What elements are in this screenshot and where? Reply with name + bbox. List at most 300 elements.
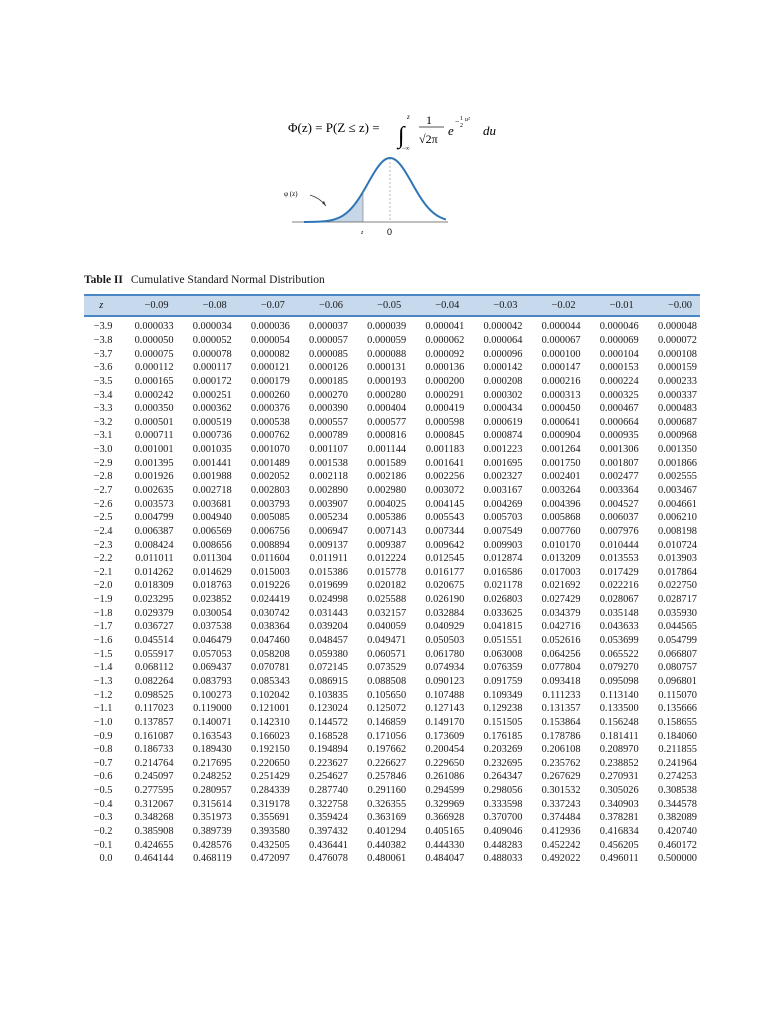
cdf-cell: 0.480061 bbox=[367, 853, 407, 865]
cdf-cell: 0.000874 bbox=[483, 430, 523, 442]
cdf-cell: 0.000044 bbox=[541, 321, 581, 333]
cdf-cell: 0.049471 bbox=[367, 635, 407, 647]
cdf-cell: 0.035930 bbox=[658, 607, 697, 619]
cdf-cell: 0.161087 bbox=[134, 730, 174, 742]
cdf-cell: 0.057053 bbox=[192, 648, 232, 660]
table-row bbox=[84, 566, 700, 580]
cdf-cell: 0.048457 bbox=[309, 635, 348, 647]
cdf-cell: 0.000153 bbox=[599, 362, 639, 374]
cdf-cell: 0.001395 bbox=[134, 457, 174, 469]
cdf-cell: 0.301532 bbox=[541, 785, 581, 797]
cdf-cell: 0.000036 bbox=[250, 321, 290, 333]
cdf-cell: 0.005868 bbox=[541, 512, 581, 524]
column-header: −0.08 bbox=[177, 295, 235, 316]
cdf-cell: 0.409046 bbox=[483, 826, 523, 838]
table-row bbox=[84, 743, 700, 757]
cdf-cell: 0.009137 bbox=[309, 539, 348, 551]
cdf-cell: 0.000224 bbox=[599, 375, 639, 387]
cdf-cell: 0.038364 bbox=[250, 621, 290, 633]
cdf-cell: 0.000142 bbox=[483, 362, 523, 374]
cdf-cell: 0.001264 bbox=[541, 444, 581, 456]
cdf-cell: 0.135666 bbox=[658, 703, 697, 715]
row-z-value: −0.7 bbox=[93, 757, 113, 769]
row-z-value: −1.4 bbox=[93, 662, 113, 674]
row-z-value: −0.5 bbox=[93, 785, 113, 797]
cdf-cell: 0.000046 bbox=[599, 321, 639, 333]
row-z-value: −0.1 bbox=[93, 839, 113, 851]
cdf-cell: 0.028717 bbox=[658, 594, 697, 606]
cdf-cell: 0.144572 bbox=[309, 716, 348, 728]
table-row bbox=[84, 429, 700, 443]
cdf-cell: 0.000048 bbox=[658, 321, 697, 333]
cdf-cell: 0.088508 bbox=[367, 675, 407, 687]
cdf-cell: 0.003573 bbox=[134, 498, 174, 510]
cdf-cell: 0.277595 bbox=[134, 785, 174, 797]
cdf-cell: 0.000136 bbox=[425, 362, 465, 374]
cdf-cell: 0.158655 bbox=[658, 716, 697, 728]
cdf-cell: 0.274253 bbox=[658, 771, 697, 783]
cdf-cell: 0.010724 bbox=[658, 539, 697, 551]
cdf-cell: 0.003681 bbox=[192, 498, 232, 510]
cdf-cell: 0.416834 bbox=[599, 826, 639, 838]
table-row bbox=[84, 402, 700, 416]
cdf-cell: 0.133500 bbox=[599, 703, 639, 715]
shaded-cdf-area bbox=[304, 192, 363, 222]
cdf-cell: 0.004527 bbox=[599, 498, 639, 510]
cdf-cell: 0.119000 bbox=[193, 703, 232, 715]
table-row bbox=[84, 375, 700, 389]
cdf-cell: 0.007976 bbox=[599, 525, 639, 537]
cdf-cell: 0.226627 bbox=[367, 757, 407, 769]
cdf-cell: 0.102042 bbox=[250, 689, 290, 701]
cdf-cell: 0.366928 bbox=[425, 812, 465, 824]
cdf-cell: 0.000501 bbox=[134, 416, 174, 428]
cdf-cell: 0.031443 bbox=[309, 607, 348, 619]
cdf-cell: 0.009642 bbox=[425, 539, 465, 551]
cdf-cell: 0.355691 bbox=[250, 812, 290, 824]
cdf-cell: 0.017429 bbox=[599, 566, 639, 578]
cdf-cell: 0.001641 bbox=[425, 457, 465, 469]
cdf-cell: 0.052616 bbox=[541, 635, 581, 647]
cdf-cell: 0.000789 bbox=[309, 430, 348, 442]
cdf-cell: 0.000538 bbox=[250, 416, 290, 428]
cdf-cell: 0.001035 bbox=[192, 444, 232, 456]
table-number: Table II bbox=[84, 274, 123, 286]
cdf-cell: 0.026190 bbox=[425, 594, 465, 606]
cdf-cell: 0.123024 bbox=[309, 703, 348, 715]
row-z-value: −1.7 bbox=[93, 621, 113, 633]
cdf-cell: 0.012874 bbox=[483, 553, 523, 565]
cdf-cell: 0.189430 bbox=[192, 744, 232, 756]
table-title bbox=[84, 274, 325, 286]
table-row bbox=[84, 361, 700, 375]
cdf-cell: 0.003364 bbox=[599, 485, 639, 496]
cdf-cell: 0.000069 bbox=[599, 334, 639, 346]
cdf-cell: 0.007143 bbox=[367, 525, 407, 537]
cdf-cell: 0.027429 bbox=[541, 594, 581, 606]
cdf-cell: 0.298056 bbox=[483, 785, 523, 797]
table-row bbox=[84, 456, 700, 470]
cdf-cell: 0.051551 bbox=[483, 635, 523, 647]
cdf-cell: 0.287740 bbox=[309, 785, 348, 797]
cdf-cell: 0.456205 bbox=[599, 839, 639, 851]
table-row bbox=[84, 347, 700, 361]
cdf-cell: 0.006210 bbox=[658, 512, 697, 524]
cdf-cell: 0.333598 bbox=[483, 798, 523, 810]
cdf-cell: 0.001183 bbox=[425, 444, 465, 456]
row-z-value: −3.0 bbox=[93, 444, 113, 456]
header-z: z bbox=[84, 295, 118, 316]
table-row bbox=[84, 620, 700, 634]
cdf-cell: 0.007549 bbox=[483, 525, 523, 537]
cdf-cell: 0.206108 bbox=[541, 744, 581, 756]
cdf-cell: 0.005543 bbox=[425, 512, 465, 524]
cdf-cell: 0.000362 bbox=[192, 403, 232, 415]
cdf-cell: 0.476078 bbox=[309, 853, 348, 865]
column-header: −0.06 bbox=[293, 295, 351, 316]
cdf-cell: 0.072145 bbox=[309, 662, 348, 674]
cdf-cell: 0.264347 bbox=[483, 771, 523, 783]
cdf-cell: 0.000251 bbox=[192, 389, 232, 401]
cdf-cell: 0.004799 bbox=[134, 512, 174, 524]
cdf-cell: 0.140071 bbox=[192, 716, 232, 728]
cdf-cell: 0.111233 bbox=[542, 689, 581, 701]
cdf-cell: 0.137857 bbox=[134, 716, 174, 728]
cdf-cell: 0.000193 bbox=[367, 375, 407, 387]
cdf-cell: 0.093418 bbox=[541, 675, 581, 687]
cdf-cell: 0.011604 bbox=[251, 553, 290, 565]
cdf-cell: 0.009903 bbox=[483, 539, 523, 551]
table-row bbox=[84, 784, 700, 798]
cdf-cell: 0.013553 bbox=[599, 553, 639, 565]
cdf-cell: 0.000165 bbox=[134, 375, 174, 387]
cdf-cell: 0.105650 bbox=[367, 689, 407, 701]
cdf-cell: 0.013209 bbox=[541, 553, 581, 565]
cdf-cell: 0.001866 bbox=[658, 457, 697, 469]
cdf-cell: 0.011011 bbox=[135, 553, 174, 565]
table-row bbox=[84, 470, 700, 484]
table-row bbox=[84, 511, 700, 525]
cdf-cell: 0.018309 bbox=[134, 580, 174, 592]
cdf-cell: 0.452242 bbox=[541, 839, 581, 851]
cdf-cell: 0.208970 bbox=[599, 744, 639, 756]
cdf-cell: 0.113140 bbox=[600, 689, 639, 701]
cdf-cell: 0.163543 bbox=[192, 730, 232, 742]
cdf-cell: 0.086915 bbox=[309, 675, 348, 687]
phi-label: φ (z) bbox=[284, 190, 298, 198]
cdf-cell: 0.291160 bbox=[367, 785, 407, 797]
cdf-cell: 0.194894 bbox=[309, 744, 348, 756]
cdf-cell: 0.436441 bbox=[309, 839, 348, 851]
cdf-cell: 0.424655 bbox=[134, 839, 174, 851]
cdf-cell: 0.064256 bbox=[541, 648, 581, 660]
cdf-cell: 0.197662 bbox=[367, 744, 407, 756]
cdf-cell: 0.181411 bbox=[600, 730, 639, 742]
cdf-cell: 0.085343 bbox=[250, 675, 290, 687]
cdf-cell: 0.003264 bbox=[541, 485, 581, 496]
cdf-cell: 0.006947 bbox=[309, 525, 348, 537]
cdf-cell: 0.000233 bbox=[658, 375, 697, 387]
cdf-cell: 0.002803 bbox=[250, 485, 290, 496]
cdf-cell: 0.001001 bbox=[134, 444, 174, 456]
cdf-cell: 0.001107 bbox=[309, 444, 348, 456]
cdf-cell: 0.000325 bbox=[599, 389, 639, 401]
table-row bbox=[84, 716, 700, 730]
cdf-cell: 0.095098 bbox=[599, 675, 639, 687]
cdf-cell: 0.096801 bbox=[658, 675, 697, 687]
cdf-cell: 0.000050 bbox=[134, 334, 174, 346]
column-header: −0.00 bbox=[642, 295, 700, 316]
cdf-cell: 0.005386 bbox=[367, 512, 407, 524]
cdf-cell: 0.016177 bbox=[425, 566, 465, 578]
cdf-cell: 0.001988 bbox=[192, 471, 232, 483]
cdf-cell: 0.008424 bbox=[134, 539, 174, 551]
cdf-cell: 0.000054 bbox=[250, 334, 290, 346]
cdf-cell: 0.003467 bbox=[658, 485, 697, 496]
cdf-cell: 0.322758 bbox=[309, 798, 348, 810]
cdf-cell: 0.393580 bbox=[250, 826, 290, 838]
cdf-cell: 0.006037 bbox=[599, 512, 639, 524]
row-z-value: −2.8 bbox=[93, 471, 113, 483]
cdf-cell: 0.000935 bbox=[599, 430, 639, 442]
cdf-cell: 0.329969 bbox=[425, 798, 465, 810]
cdf-cell: 0.004661 bbox=[658, 498, 697, 510]
cdf-cell: 0.098525 bbox=[134, 689, 174, 701]
cdf-cell: 0.000037 bbox=[309, 321, 348, 333]
cdf-cell: 0.069437 bbox=[192, 662, 232, 674]
normal-distribution-table bbox=[84, 294, 700, 866]
cdf-cell: 0.001589 bbox=[367, 457, 407, 469]
cdf-cell: 0.023295 bbox=[134, 594, 174, 606]
cdf-cell: 0.061780 bbox=[425, 648, 465, 660]
cdf-cell: 0.294599 bbox=[425, 785, 465, 797]
cdf-cell: 0.000816 bbox=[367, 430, 407, 442]
cdf-cell: 0.000147 bbox=[541, 362, 581, 374]
cdf-cell: 0.200454 bbox=[425, 744, 465, 756]
cdf-cell: 0.000350 bbox=[134, 403, 174, 415]
cdf-cell: 0.014629 bbox=[192, 566, 232, 578]
cdf-cell: 0.091759 bbox=[483, 675, 523, 687]
cdf-cell: 0.257846 bbox=[367, 771, 407, 783]
cdf-cell: 0.000078 bbox=[192, 348, 232, 360]
table-row bbox=[84, 702, 700, 716]
cdf-cell: 0.000104 bbox=[599, 348, 639, 360]
cdf-cell: 0.079270 bbox=[599, 662, 639, 674]
cdf-cell: 0.000242 bbox=[134, 389, 174, 401]
exp-frac-num: 1 bbox=[460, 116, 463, 122]
cdf-cell: 0.000088 bbox=[367, 348, 407, 360]
row-z-value: −1.9 bbox=[93, 594, 113, 606]
cdf-cell: 0.040929 bbox=[425, 621, 465, 633]
cdf-cell: 0.000687 bbox=[658, 416, 697, 428]
cdf-cell: 0.326355 bbox=[367, 798, 407, 810]
cdf-cell: 0.363169 bbox=[367, 812, 407, 824]
cdf-cell: 0.389739 bbox=[192, 826, 232, 838]
cdf-cell: 0.000390 bbox=[309, 403, 348, 415]
cdf-cell: 0.002980 bbox=[367, 485, 407, 496]
cdf-cell: 0.000467 bbox=[599, 403, 639, 415]
table-row bbox=[84, 647, 700, 661]
cdf-cell: 0.008198 bbox=[658, 525, 697, 537]
cdf-cell: 0.428576 bbox=[192, 839, 232, 851]
cdf-cell: 0.015386 bbox=[309, 566, 348, 578]
cdf-cell: 0.267629 bbox=[541, 771, 581, 783]
cdf-cell: 0.223627 bbox=[309, 757, 348, 769]
row-z-value: −2.6 bbox=[93, 498, 113, 510]
integral-upper-limit: z bbox=[407, 113, 410, 121]
row-z-value: −2.7 bbox=[93, 485, 113, 496]
cdf-cell: 0.000598 bbox=[425, 416, 465, 428]
cdf-cell: 0.492022 bbox=[541, 853, 581, 865]
cdf-cell: 0.000064 bbox=[483, 334, 523, 346]
cdf-cell: 0.007344 bbox=[425, 525, 465, 537]
cdf-cell: 0.002401 bbox=[541, 471, 581, 483]
cdf-cell: 0.018763 bbox=[192, 580, 232, 592]
cdf-cell: 0.192150 bbox=[250, 744, 290, 756]
cdf-cell: 0.000736 bbox=[192, 430, 232, 442]
row-z-value: −2.2 bbox=[93, 553, 113, 565]
row-z-value: −3.8 bbox=[93, 334, 113, 346]
row-z-value: −1.6 bbox=[93, 635, 113, 647]
cdf-cell: 0.002718 bbox=[192, 485, 232, 496]
cdf-cell: 0.000059 bbox=[367, 334, 407, 346]
table-row bbox=[84, 415, 700, 429]
cdf-cell: 0.214764 bbox=[134, 757, 174, 769]
cdf-cell: 0.022216 bbox=[599, 580, 639, 592]
cdf-cell: 0.203269 bbox=[483, 744, 523, 756]
cdf-cell: 0.245097 bbox=[134, 771, 174, 783]
cdf-cell: 0.337243 bbox=[541, 798, 581, 810]
exp-minus: − bbox=[455, 117, 460, 126]
column-header: −0.09 bbox=[118, 295, 176, 316]
cdf-cell: 0.044565 bbox=[658, 621, 697, 633]
cdf-cell: 0.001350 bbox=[658, 444, 697, 456]
table-body bbox=[84, 316, 700, 866]
cdf-cell: 0.077804 bbox=[541, 662, 581, 674]
cdf-cell: 0.053699 bbox=[599, 635, 639, 647]
cdf-cell: 0.021692 bbox=[541, 580, 581, 592]
cdf-cell: 0.007760 bbox=[541, 525, 581, 537]
row-z-value: −3.3 bbox=[93, 403, 113, 415]
cdf-cell: 0.235762 bbox=[541, 757, 581, 769]
cdf-cell: 0.370700 bbox=[483, 812, 523, 824]
row-z-value: −3.9 bbox=[93, 321, 113, 333]
cdf-cell: 0.001807 bbox=[599, 457, 639, 469]
row-z-value: −3.5 bbox=[93, 375, 113, 387]
cdf-cell: 0.024419 bbox=[250, 594, 290, 606]
cdf-cell: 0.003907 bbox=[309, 498, 348, 510]
row-z-value: −3.2 bbox=[93, 416, 113, 428]
cdf-cell: 0.000270 bbox=[309, 389, 348, 401]
cdf-cell: 0.021178 bbox=[483, 580, 523, 592]
cdf-cell: 0.460172 bbox=[658, 839, 697, 851]
cdf-cell: 0.000117 bbox=[193, 362, 232, 374]
cdf-cell: 0.238852 bbox=[599, 757, 639, 769]
cdf-cell: 0.016586 bbox=[483, 566, 523, 578]
cdf-cell: 0.000159 bbox=[658, 362, 697, 374]
table-row bbox=[84, 729, 700, 743]
table-row bbox=[84, 688, 700, 702]
cdf-cell: 0.308538 bbox=[658, 785, 697, 797]
cdf-cell: 0.059380 bbox=[309, 648, 348, 660]
table-row bbox=[84, 838, 700, 852]
cdf-cell: 0.156248 bbox=[599, 716, 639, 728]
cdf-cell: 0.000619 bbox=[483, 416, 523, 428]
cdf-cell: 0.041815 bbox=[483, 621, 523, 633]
cdf-cell: 0.001538 bbox=[309, 457, 348, 469]
cdf-cell: 0.500000 bbox=[658, 853, 697, 865]
cdf-cell: 0.070781 bbox=[250, 662, 290, 674]
row-z-value: −1.2 bbox=[93, 689, 113, 701]
cdf-cell: 0.305026 bbox=[599, 785, 639, 797]
cdf-cell: 0.151505 bbox=[483, 716, 523, 728]
table-header bbox=[84, 295, 700, 316]
cdf-cell: 0.000302 bbox=[483, 389, 523, 401]
cdf-cell: 0.000072 bbox=[658, 334, 697, 346]
cdf-cell: 0.065522 bbox=[599, 648, 639, 660]
cdf-cell: 0.039204 bbox=[309, 621, 348, 633]
cdf-cell: 0.374484 bbox=[541, 812, 581, 824]
table-row bbox=[84, 757, 700, 771]
integral-sign: ∫ bbox=[398, 123, 405, 149]
cdf-cell: 0.026803 bbox=[483, 594, 523, 606]
table-row bbox=[84, 497, 700, 511]
column-header: −0.01 bbox=[584, 295, 642, 316]
table-row bbox=[84, 852, 700, 866]
cdf-cell: 0.001070 bbox=[250, 444, 290, 456]
cdf-cell: 0.001489 bbox=[250, 457, 290, 469]
row-z-value: −1.3 bbox=[93, 675, 113, 687]
cdf-cell: 0.046479 bbox=[192, 635, 232, 647]
cdf-cell: 0.001750 bbox=[541, 457, 581, 469]
cdf-cell: 0.109349 bbox=[483, 689, 523, 701]
cdf-cell: 0.117023 bbox=[134, 703, 174, 715]
table-row bbox=[84, 525, 700, 539]
cdf-cell: 0.000100 bbox=[541, 348, 581, 360]
cdf-cell: 0.020182 bbox=[367, 580, 407, 592]
cdf-cell: 0.176185 bbox=[483, 730, 523, 742]
integral-lower-limit: −∞ bbox=[402, 146, 410, 152]
cdf-cell: 0.468119 bbox=[193, 853, 232, 865]
cdf-cell: 0.340903 bbox=[599, 798, 639, 810]
cdf-cell: 0.017003 bbox=[541, 566, 581, 578]
cdf-cell: 0.001223 bbox=[483, 444, 523, 456]
cdf-cell: 0.232695 bbox=[483, 757, 523, 769]
cdf-cell: 0.103835 bbox=[309, 689, 348, 701]
cdf-cell: 0.001144 bbox=[367, 444, 407, 456]
cdf-cell: 0.004025 bbox=[367, 498, 407, 510]
cdf-cell: 0.006569 bbox=[192, 525, 232, 537]
cdf-cell: 0.146859 bbox=[367, 716, 407, 728]
cdf-cell: 0.015003 bbox=[250, 566, 290, 578]
table-row bbox=[84, 334, 700, 348]
cdf-cell: 0.000434 bbox=[483, 403, 523, 415]
cdf-cell: 0.004145 bbox=[425, 498, 465, 510]
cdf-cell: 0.032157 bbox=[367, 607, 407, 619]
cdf-cell: 0.251429 bbox=[250, 771, 290, 783]
cdf-cell: 0.359424 bbox=[309, 812, 348, 824]
table-row bbox=[84, 316, 700, 334]
cdf-cell: 0.217695 bbox=[192, 757, 232, 769]
cdf-cell: 0.405165 bbox=[425, 826, 465, 838]
cdf-cell: 0.020675 bbox=[425, 580, 465, 592]
formula-lhs: Φ(z) = P(Z ≤ z) = bbox=[288, 120, 380, 135]
cdf-cell: 0.178786 bbox=[541, 730, 581, 742]
row-z-value: −0.2 bbox=[93, 826, 113, 838]
cdf-cell: 0.344578 bbox=[658, 798, 697, 810]
cdf-cell: 0.000185 bbox=[309, 375, 348, 387]
column-header: −0.07 bbox=[235, 295, 293, 316]
